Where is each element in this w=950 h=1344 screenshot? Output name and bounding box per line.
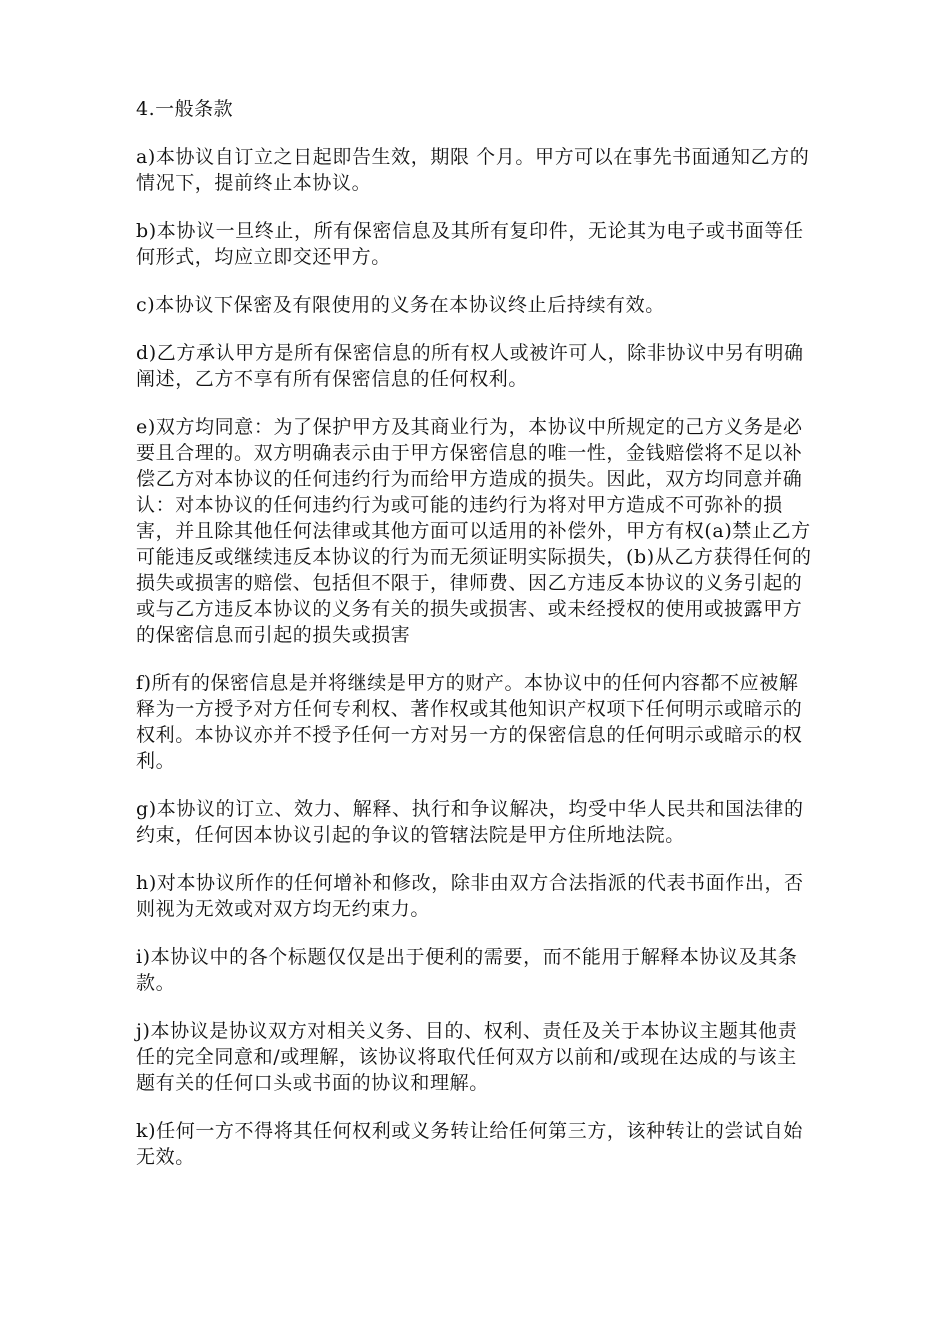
clause-j: j)本协议是协议双方对相关义务、目的、权利、责任及关于本协议主题其他责任的完全同意和/或理解，该协议将取代任何双方以前和/或现在达成的与该主题有关的任何口头或书面的协议和理解。 <box>136 1020 798 1094</box>
clause-d: d)乙方承认甲方是所有保密信息的所有权人或被许可人，除非协议中另有明确阐述，乙方不享有所有保密信息的任何权利。 <box>136 342 804 390</box>
clause-k: k)任何一方不得将其任何权利或义务转让给任何第三方，该种转让的尝试自始无效。 <box>136 1120 803 1168</box>
clause-e: e)双方均同意：为了保护甲方及其商业行为，本协议中所规定的己方义务是必要且合理的。双方明确表示由于甲方保密信息的唯一性，金钱赔偿将不足以补偿乙方对本协议的任何违约行为而给甲方造成的损失。因此，双方均同意并确认：对本协议的任何违约行为或可能的违约行为将对甲方造成不可弥补的损害，并且除其他任何法律或其他方面可以适用的补偿外，甲方有权(a)禁止乙方可能违反或继续违反本协议的行为而无须证明实际损失，(b)从乙方获得任何的损失或损害的赔偿、包括但不限于，律师费、因乙方违反本协议的义务引起的或与乙方违反本协议的义务有关的损失或损害、或未经授权的使用或披露甲方的保密信息而引起的损失或损害 <box>136 416 812 646</box>
clause-i: i)本协议中的各个标题仅仅是出于便利的需要，而不能用于解释本协议及其条款。 <box>136 946 798 994</box>
clause-h: h)对本协议所作的任何增补和修改，除非由双方合法指派的代表书面作出，否则视为无效或对双方均无约束力。 <box>136 872 804 920</box>
clause-b: b)本协议一旦终止，所有保密信息及其所有复印件，无论其为电子或书面等任何形式，均应立即交还甲方。 <box>136 220 804 268</box>
clause-c: c)本协议下保密及有限使用的义务在本协议终止后持续有效。 <box>136 294 665 316</box>
clause-a: a)本协议自订立之日起即告生效，期限 个月。甲方可以在事先书面通知乙方的情况下，提前终止本协议。 <box>136 146 810 194</box>
document-page <box>136 96 816 1192</box>
clause-f: f)所有的保密信息是并将继续是甲方的财产。本协议中的任何内容都不应被解释为一方授予对方任何专利权、著作权或其他知识产权项下任何明示或暗示的权利。本协议亦并不授予任何一方对另一方的保密信息的任何明示或暗示的权利。 <box>136 672 803 772</box>
clause-g: g)本协议的订立、效力、解释、执行和争议解决，均受中华人民共和国法律的约束，任何因本协议引起的争议的管辖法院是甲方住所地法院。 <box>136 798 804 846</box>
section-heading: 4.一般条款 <box>136 98 234 120</box>
